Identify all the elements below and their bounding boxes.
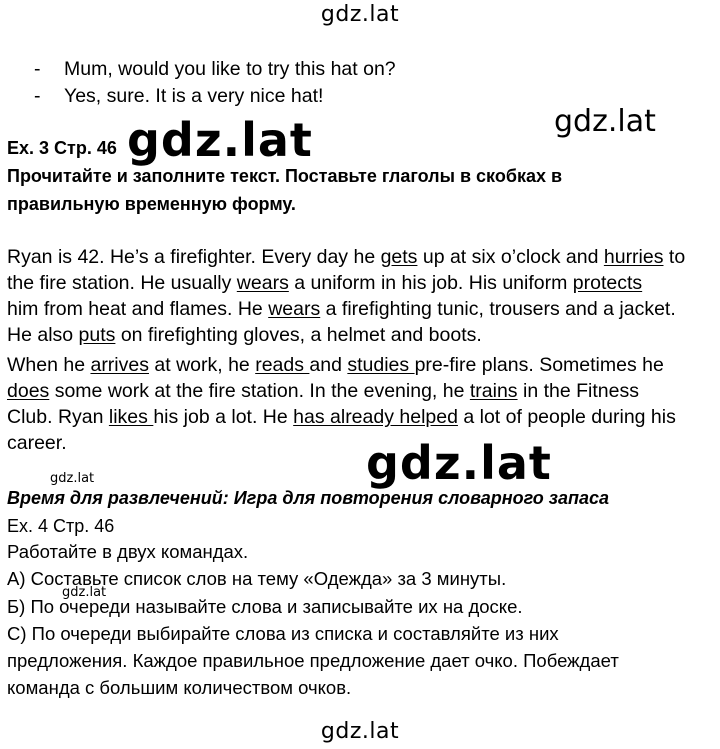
dialogue-line-1: Mum, would you like to try this hat on?: [64, 58, 396, 80]
story-line-8: career.: [7, 432, 67, 454]
watermark-bottom: gdz.lat: [320, 719, 400, 744]
dialogue-line-2: Yes, sure. It is a very nice hat!: [64, 85, 324, 107]
verb-reads: reads: [255, 354, 310, 376]
story-line-2: the fire station. He usually wears a uniform in his job. His uniform protects: [7, 272, 643, 294]
watermark-big-2: gdz.lat: [366, 436, 552, 490]
watermark-big-1: gdz.lat: [127, 113, 313, 167]
watermark-small-2: gdz.lat: [62, 585, 107, 600]
ex4-line-c1: С) По очереди выбирайте слова из списка и составляйте из них: [7, 623, 559, 644]
verb-gets: gets: [380, 246, 418, 268]
story-line-5: When he arrives at work, he reads and studies pre-fire plans. Sometimes he: [7, 354, 664, 376]
ex4-line-c3: команда с большим количеством очков.: [7, 677, 352, 698]
ex3-heading: Ex. 3 Стр. 46: [7, 138, 117, 158]
ex3-task-line-2: правильную временную форму.: [7, 194, 296, 214]
watermark-top: gdz.lat: [320, 2, 400, 27]
dialogue-dash-2: -: [34, 85, 41, 107]
story-line-7: Club. Ryan likes his job a lot. He has already helped a lot of people during his: [7, 406, 676, 428]
ex4-line-a: А) Составьте список слов на тему «Одежда» за 3 минуты.: [7, 568, 507, 589]
watermark-small-1: gdz.lat: [50, 471, 95, 486]
verb-protects: protects: [572, 272, 643, 294]
verb-likes: likes: [108, 406, 154, 428]
ex3-task-line-1: Прочитайте и заполните текст. Поставьте глаголы в скобках в: [7, 166, 563, 186]
dialogue-dash-1: -: [34, 58, 41, 80]
verb-studies: studies: [347, 354, 415, 376]
verb-wears-2: wears: [268, 298, 321, 320]
ex4-line-c2: предложения. Каждое правильное предложение дает очко. Побеждает: [7, 650, 619, 671]
verb-wears-1: wears: [236, 272, 289, 294]
story-line-4: He also puts on firefighting gloves, a helmet and boots.: [7, 324, 482, 346]
story-line-3: him from heat and flames. He wears a firefighting tunic, trousers and a jacket.: [7, 298, 676, 320]
ex4-heading: Ex. 4 Стр. 46: [7, 516, 115, 536]
ex4-title: Время для развлечений: Игра для повторения словарного запаса: [7, 488, 609, 508]
ex4-line-b: Б) По очереди называйте слова и записывайте их на доске.: [7, 596, 523, 617]
verb-does: does: [7, 380, 50, 402]
verb-puts: puts: [78, 324, 116, 346]
story-line-1: Ryan is 42. He’s a firefighter. Every day he gets up at six o’clock and hurries to: [7, 246, 686, 268]
ex4-line-1: Работайте в двух командах.: [7, 541, 249, 562]
verb-has-already-helped: has already helped: [293, 406, 458, 428]
verb-arrives: arrives: [90, 354, 149, 376]
verb-hurries: hurries: [603, 246, 664, 268]
watermark-right: gdz.lat: [554, 104, 656, 139]
story-line-6: does some work at the fire station. In the evening, he trains in the Fitness: [7, 380, 639, 402]
verb-trains: trains: [469, 380, 518, 402]
